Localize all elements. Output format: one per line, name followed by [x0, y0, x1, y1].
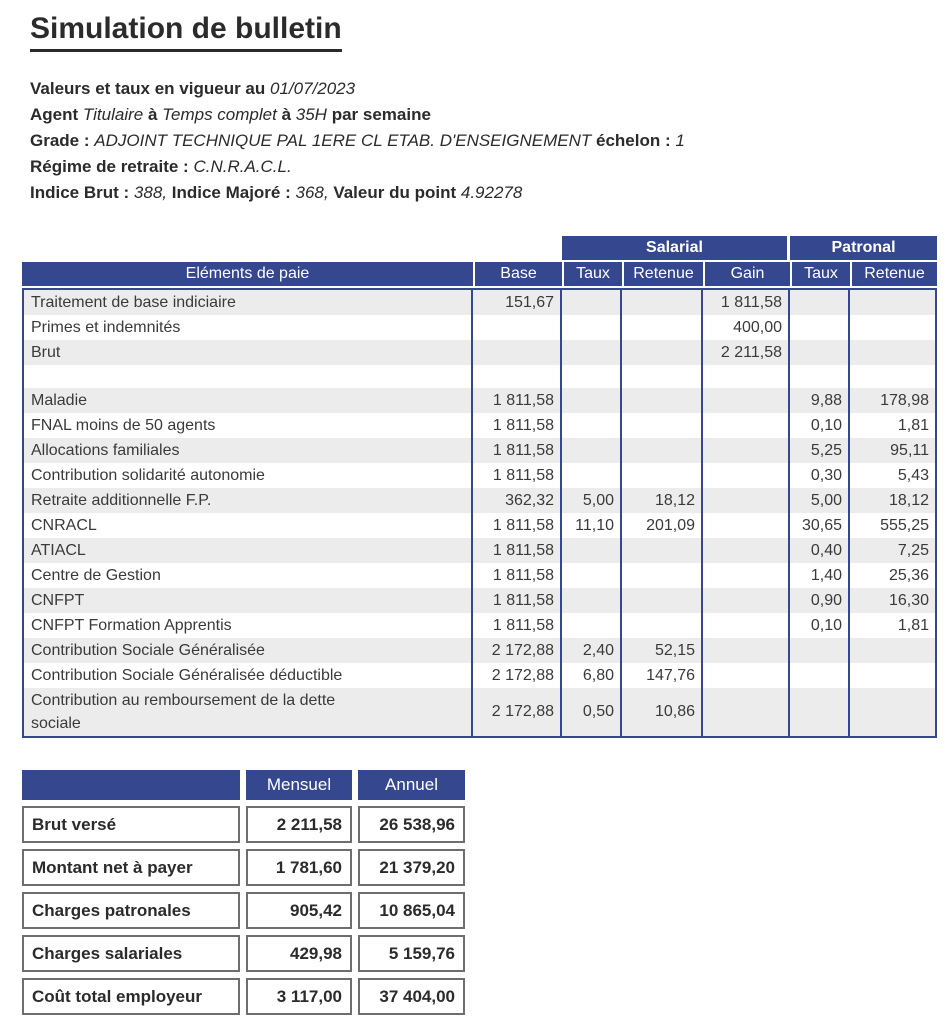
paie-cell-sal-retenue	[622, 563, 703, 588]
summary-row	[22, 806, 465, 843]
paie-cell-gain	[703, 463, 790, 488]
paie-cell-pat-taux: 0,90	[790, 588, 850, 613]
paie-cell-pat-taux: 0,30	[790, 463, 850, 488]
paie-table	[22, 236, 937, 738]
summary-row	[22, 935, 465, 972]
paie-cell-gain	[703, 365, 790, 388]
grade-label: Grade :	[30, 131, 90, 150]
paie-group-spacer	[22, 236, 562, 262]
paie-cell-pat-retenue: 95,11	[850, 438, 937, 463]
point-label: Valeur du point	[333, 183, 457, 202]
paie-cell-sal-taux	[562, 413, 622, 438]
paie-row	[22, 388, 937, 413]
paie-cell-pat-taux	[790, 340, 850, 365]
paie-cell-base: 2 172,88	[473, 688, 562, 738]
paie-row	[22, 463, 937, 488]
paie-cell-gain	[703, 513, 790, 538]
paie-cell-sal-taux	[562, 365, 622, 388]
paie-row	[22, 638, 937, 663]
summary-cell-mensuel: 1 781,60	[246, 849, 352, 886]
agent-value: Titulaire	[82, 105, 144, 124]
temps-value: Temps complet	[162, 105, 277, 124]
summary-header-row	[22, 770, 465, 800]
paie-row	[22, 513, 937, 538]
paie-cell-gain	[703, 413, 790, 438]
paie-cell-sal-retenue	[622, 388, 703, 413]
agent-a2: à	[281, 105, 292, 124]
paie-cell-gain	[703, 663, 790, 688]
paie-cell-label: ATIACL	[22, 538, 473, 563]
summary-header-annuel: Annuel	[358, 770, 465, 800]
paie-cell-sal-retenue	[622, 463, 703, 488]
paie-cell-gain	[703, 488, 790, 513]
paie-cell-gain	[703, 388, 790, 413]
col-header-base: Base	[473, 262, 562, 288]
paie-cell-base: 1 811,58	[473, 438, 562, 463]
summary-cell-annuel: 5 159,76	[358, 935, 465, 972]
paie-cell-sal-taux	[562, 613, 622, 638]
paie-cell-base: 1 811,58	[473, 463, 562, 488]
page-title	[30, 12, 948, 52]
col-header-sal-retenue: Retenue	[622, 262, 703, 288]
paie-cell-sal-taux: 11,10	[562, 513, 622, 538]
paie-cell-label	[22, 365, 473, 388]
group-header-patronal: Patronal	[790, 236, 937, 262]
heures-value: 35H	[295, 105, 327, 124]
paie-cell-gain	[703, 638, 790, 663]
paie-cell-label: FNAL moins de 50 agents	[22, 413, 473, 438]
paie-column-header-row	[22, 262, 937, 288]
paie-cell-base	[473, 365, 562, 388]
paie-cell-base	[473, 315, 562, 340]
semaine-label: par semaine	[331, 105, 431, 124]
summary-cell-mensuel: 3 117,00	[246, 978, 352, 1015]
indice-brut-label: Indice Brut :	[30, 183, 130, 202]
paie-cell-sal-retenue: 18,12	[622, 488, 703, 513]
paie-cell-pat-taux	[790, 688, 850, 738]
paie-cell-pat-retenue: 5,43	[850, 463, 937, 488]
paie-cell-gain: 2 211,58	[703, 340, 790, 365]
paie-cell-label: Traitement de base indiciaire	[22, 288, 473, 315]
paie-cell-gain	[703, 538, 790, 563]
indice-majore-value: 368,	[295, 183, 329, 202]
paie-cell-pat-retenue	[850, 288, 937, 315]
paie-cell-sal-taux	[562, 288, 622, 315]
paie-cell-pat-taux: 0,40	[790, 538, 850, 563]
paie-cell-pat-retenue: 16,30	[850, 588, 937, 613]
col-header-gain: Gain	[703, 262, 790, 288]
paie-cell-sal-retenue: 201,09	[622, 513, 703, 538]
paie-row	[22, 563, 937, 588]
paie-cell-gain	[703, 563, 790, 588]
grade-value: ADJOINT TECHNIQUE PAL 1ERE CL ETAB. D'ENSEIGNEMENT	[94, 131, 592, 150]
paie-cell-pat-taux	[790, 288, 850, 315]
paie-cell-pat-taux: 30,65	[790, 513, 850, 538]
paie-cell-pat-retenue	[850, 638, 937, 663]
paie-cell-sal-retenue	[622, 438, 703, 463]
paie-group-header-row	[22, 236, 937, 262]
paie-cell-sal-taux: 5,00	[562, 488, 622, 513]
paie-cell-sal-taux	[562, 340, 622, 365]
paie-row	[22, 288, 937, 315]
summary-header-blank	[22, 770, 240, 800]
paie-row	[22, 663, 937, 688]
summary-row	[22, 978, 465, 1015]
summary-cell-annuel: 37 404,00	[358, 978, 465, 1015]
paie-cell-base: 151,67	[473, 288, 562, 315]
paie-cell-sal-taux	[562, 538, 622, 563]
paie-cell-pat-retenue: 178,98	[850, 388, 937, 413]
paie-row	[22, 340, 937, 365]
paie-cell-gain	[703, 438, 790, 463]
info-line-date	[30, 76, 948, 102]
paie-cell-pat-retenue	[850, 340, 937, 365]
summary-cell-annuel: 21 379,20	[358, 849, 465, 886]
info-line-regime	[30, 154, 948, 180]
paie-cell-sal-retenue	[622, 288, 703, 315]
echelon-value: 1	[675, 131, 685, 150]
paie-row	[22, 588, 937, 613]
info-line-grade	[30, 128, 948, 154]
paie-cell-label: Primes et indemnités	[22, 315, 473, 340]
regime-label: Régime de retraite :	[30, 157, 189, 176]
paie-row	[22, 688, 937, 738]
paie-cell-sal-retenue	[622, 538, 703, 563]
paie-cell-base	[473, 340, 562, 365]
paie-cell-label: Contribution au remboursement de la dette sociale	[22, 688, 473, 738]
summary-cell-annuel: 10 865,04	[358, 892, 465, 929]
paie-cell-pat-taux: 0,10	[790, 613, 850, 638]
paie-cell-base: 2 172,88	[473, 663, 562, 688]
paie-cell-label: Allocations familiales	[22, 438, 473, 463]
paie-cell-pat-taux: 1,40	[790, 563, 850, 588]
paie-row	[22, 413, 937, 438]
paie-cell-pat-retenue: 7,25	[850, 538, 937, 563]
paie-cell-sal-retenue	[622, 413, 703, 438]
paie-row	[22, 315, 937, 340]
paie-cell-base: 1 811,58	[473, 538, 562, 563]
paie-cell-label: Centre de Gestion	[22, 563, 473, 588]
paie-cell-pat-taux: 5,25	[790, 438, 850, 463]
col-header-pat-retenue: Retenue	[850, 262, 937, 288]
paie-cell-sal-retenue	[622, 315, 703, 340]
paie-cell-pat-taux: 9,88	[790, 388, 850, 413]
col-header-pat-taux: Taux	[790, 262, 850, 288]
paie-cell-label: Retraite additionnelle F.P.	[22, 488, 473, 513]
summary-cell-label: Coût total employeur	[22, 978, 240, 1015]
regime-value: C.N.R.A.C.L.	[193, 157, 292, 176]
indice-brut-value: 388,	[133, 183, 167, 202]
paie-cell-pat-retenue	[850, 315, 937, 340]
indice-majore-label: Indice Majoré :	[171, 183, 291, 202]
echelon-label: échelon :	[595, 131, 671, 150]
summary-cell-mensuel: 905,42	[246, 892, 352, 929]
point-value: 4.92278	[460, 183, 523, 202]
group-header-salarial: Salarial	[562, 236, 790, 262]
paie-cell-sal-retenue	[622, 340, 703, 365]
summary-row	[22, 849, 465, 886]
paie-cell-base: 1 811,58	[473, 613, 562, 638]
paie-cell-gain: 400,00	[703, 315, 790, 340]
paie-row	[22, 538, 937, 563]
paie-cell-base: 1 811,58	[473, 588, 562, 613]
agent-a1: à	[147, 105, 158, 124]
info-block	[30, 76, 948, 206]
paie-cell-pat-taux	[790, 663, 850, 688]
page-title-text: Simulation de bulletin	[30, 12, 342, 52]
paie-cell-pat-taux	[790, 315, 850, 340]
paie-cell-base: 1 811,58	[473, 563, 562, 588]
paie-row	[22, 438, 937, 463]
paie-cell-base: 362,32	[473, 488, 562, 513]
paie-cell-base: 1 811,58	[473, 513, 562, 538]
paie-cell-sal-taux	[562, 388, 622, 413]
paie-row	[22, 613, 937, 638]
paie-cell-sal-retenue: 147,76	[622, 663, 703, 688]
paie-cell-sal-taux: 2,40	[562, 638, 622, 663]
paie-cell-gain	[703, 588, 790, 613]
agent-label: Agent	[30, 105, 79, 124]
paie-cell-gain: 1 811,58	[703, 288, 790, 315]
valeurs-label: Valeurs et taux en vigueur au	[30, 79, 266, 98]
summary-cell-annuel: 26 538,96	[358, 806, 465, 843]
info-line-agent	[30, 102, 948, 128]
paie-cell-pat-retenue: 1,81	[850, 613, 937, 638]
summary-header-mensuel: Mensuel	[246, 770, 352, 800]
paie-cell-label: CNFPT Formation Apprentis	[22, 613, 473, 638]
col-header-elements: Eléments de paie	[22, 262, 473, 288]
paie-cell-sal-taux	[562, 463, 622, 488]
paie-cell-pat-taux	[790, 638, 850, 663]
summary-cell-label: Montant net à payer	[22, 849, 240, 886]
paie-cell-gain	[703, 688, 790, 738]
paie-cell-sal-retenue	[622, 365, 703, 388]
paie-cell-pat-retenue	[850, 663, 937, 688]
summary-table	[16, 764, 471, 1021]
paie-cell-sal-taux	[562, 315, 622, 340]
paie-row	[22, 365, 937, 388]
paie-cell-label: Maladie	[22, 388, 473, 413]
paie-cell-label: Contribution Sociale Généralisée déductible	[22, 663, 473, 688]
summary-cell-label: Charges salariales	[22, 935, 240, 972]
paie-cell-pat-taux	[790, 365, 850, 388]
paie-cell-label: Brut	[22, 340, 473, 365]
paie-cell-base: 2 172,88	[473, 638, 562, 663]
paie-cell-pat-taux: 5,00	[790, 488, 850, 513]
paie-cell-sal-retenue	[622, 613, 703, 638]
paie-cell-pat-retenue: 18,12	[850, 488, 937, 513]
paie-cell-pat-retenue	[850, 365, 937, 388]
info-line-indices	[30, 180, 948, 206]
paie-cell-label: CNFPT	[22, 588, 473, 613]
paie-cell-pat-retenue	[850, 688, 937, 738]
paie-cell-pat-retenue: 555,25	[850, 513, 937, 538]
paie-cell-pat-retenue: 1,81	[850, 413, 937, 438]
summary-cell-mensuel: 2 211,58	[246, 806, 352, 843]
summary-cell-mensuel: 429,98	[246, 935, 352, 972]
paie-cell-sal-taux: 0,50	[562, 688, 622, 738]
summary-row	[22, 892, 465, 929]
paie-cell-pat-retenue: 25,36	[850, 563, 937, 588]
paie-cell-label: Contribution Sociale Généralisée	[22, 638, 473, 663]
paie-cell-base: 1 811,58	[473, 388, 562, 413]
paie-cell-sal-retenue: 10,86	[622, 688, 703, 738]
paie-cell-base: 1 811,58	[473, 413, 562, 438]
paie-cell-label: Contribution solidarité autonomie	[22, 463, 473, 488]
paie-cell-sal-taux	[562, 438, 622, 463]
paie-cell-sal-taux	[562, 588, 622, 613]
col-header-sal-taux: Taux	[562, 262, 622, 288]
summary-cell-label: Charges patronales	[22, 892, 240, 929]
valeurs-value: 01/07/2023	[270, 79, 356, 98]
paie-cell-label: CNRACL	[22, 513, 473, 538]
summary-cell-label: Brut versé	[22, 806, 240, 843]
paie-cell-sal-retenue	[622, 588, 703, 613]
paie-row	[22, 488, 937, 513]
paie-cell-sal-taux	[562, 563, 622, 588]
paie-cell-gain	[703, 613, 790, 638]
paie-cell-sal-retenue: 52,15	[622, 638, 703, 663]
paie-cell-pat-taux: 0,10	[790, 413, 850, 438]
paie-cell-sal-taux: 6,80	[562, 663, 622, 688]
